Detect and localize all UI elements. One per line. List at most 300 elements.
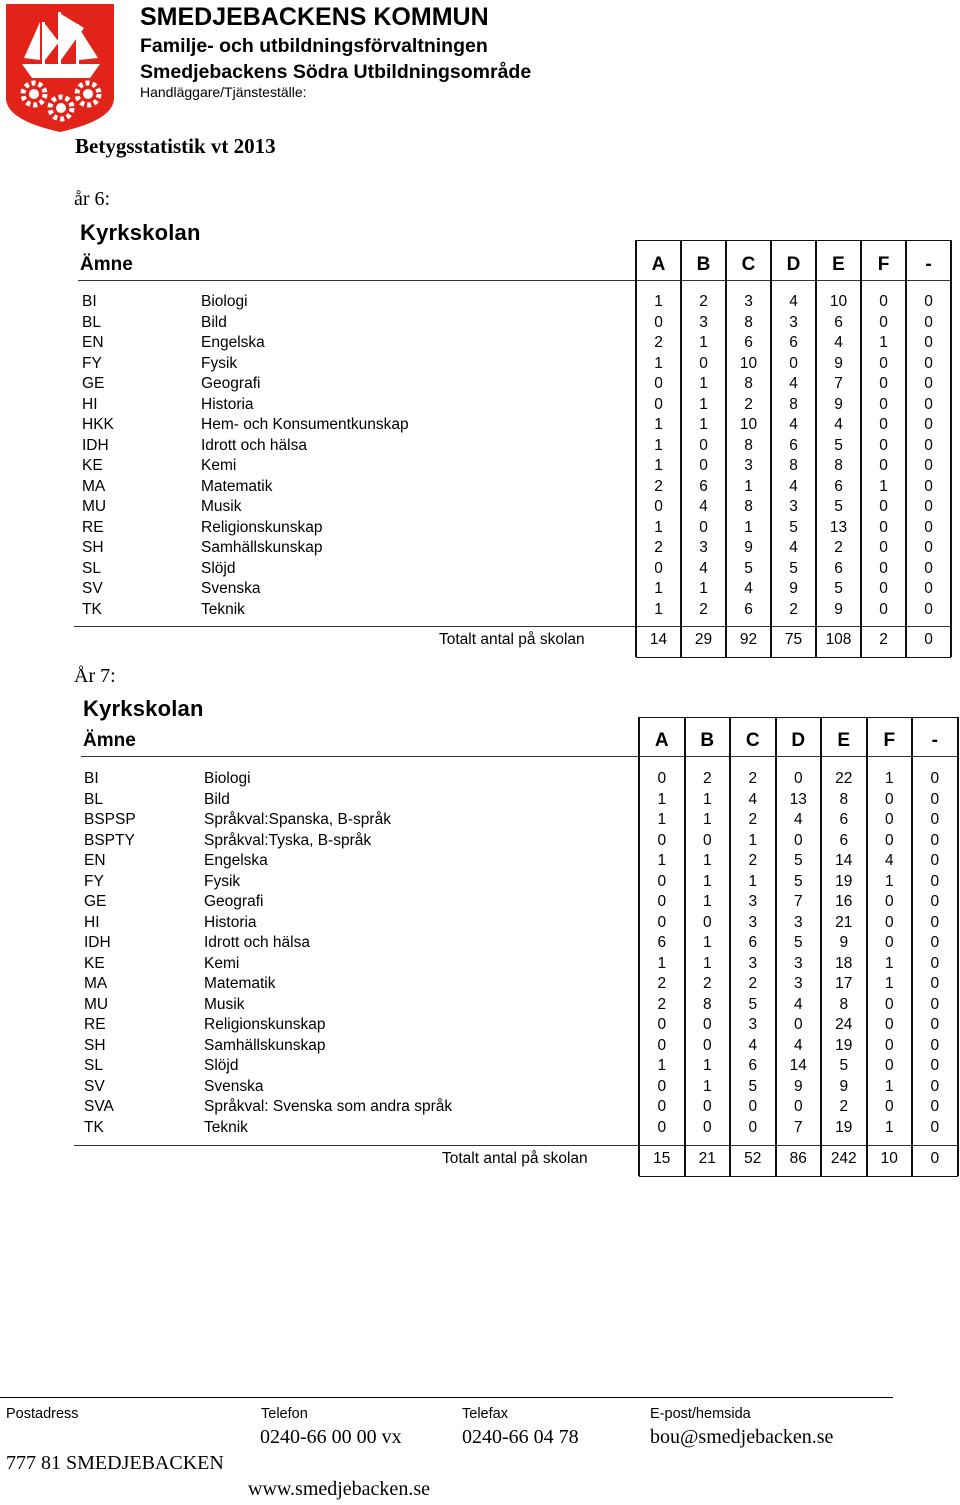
website-link[interactable]: www.smedjebacken.se xyxy=(248,1478,430,1500)
telefax-label: Telefax xyxy=(462,1406,508,1422)
grade-count-cell: 0 xyxy=(657,893,667,910)
grade-count-cell: 1 xyxy=(702,811,712,828)
grade-count-cell: 10 xyxy=(739,416,758,433)
subject-code: SH xyxy=(84,1036,106,1054)
subject-code: MA xyxy=(82,477,106,495)
subject-name: Idrott och hälsa xyxy=(204,934,310,951)
grade-count-cell: 0 xyxy=(884,831,894,849)
grade-count-cell: 0 xyxy=(879,457,888,474)
subject-name: Religionskunskap xyxy=(204,1016,326,1033)
grade-count-cell: 3 xyxy=(793,913,803,931)
grade-count-cell: 0 xyxy=(879,375,888,392)
grade-count-cell: 2 xyxy=(839,1098,849,1115)
subject-name: Svenska xyxy=(204,1077,264,1095)
subject-name: Kemi xyxy=(204,954,240,972)
subject-name: Språkval: Svenska som andra språk xyxy=(204,1098,453,1115)
grade-count-cell: 1 xyxy=(702,1077,712,1095)
subject-code: MA xyxy=(84,975,108,992)
subject-code: BI xyxy=(84,770,99,787)
grade-count-cell: 8 xyxy=(834,457,843,474)
grade-count-cell: 5 xyxy=(793,852,803,869)
grade-count-cell: 7 xyxy=(793,1118,803,1136)
total-count-cell: 108 xyxy=(825,631,852,648)
grade-count-cell: 0 xyxy=(930,934,940,951)
subject-name: Språkval:Tyska, B-språk xyxy=(204,831,372,849)
grade-count-cell: 16 xyxy=(835,893,853,910)
grade-count-cell: 6 xyxy=(789,334,798,351)
header-rule xyxy=(78,280,636,281)
grade-count-cell: 3 xyxy=(699,539,708,556)
subject-code: BL xyxy=(82,313,101,331)
subject-name: Matematik xyxy=(204,975,276,992)
grade-count-cell: 1 xyxy=(702,1057,712,1074)
grade-count-cell: 9 xyxy=(744,539,753,556)
grade-column-header: E xyxy=(837,730,851,751)
postadress-value: 777 81 SMEDJEBACKEN xyxy=(6,1452,224,1474)
grade-count-cell: 1 xyxy=(884,1118,894,1136)
grade-count-cell: 0 xyxy=(930,1016,940,1033)
subject-code: SV xyxy=(84,1077,105,1095)
grade-count-cell: 4 xyxy=(744,580,753,597)
grade-count-cell: 0 xyxy=(884,1098,894,1115)
grade-count-cell: 0 xyxy=(657,913,667,931)
grade-count-cell: 0 xyxy=(793,831,803,849)
subject-name: Idrott och hälsa xyxy=(201,436,307,454)
grade-count-cell: 0 xyxy=(924,313,933,331)
grade-count-cell: 0 xyxy=(657,1098,667,1115)
grade-count-cell: 8 xyxy=(744,313,753,331)
subject-name: Teknik xyxy=(204,1118,248,1136)
grade-count-cell: 2 xyxy=(699,293,708,310)
totals-rule xyxy=(74,1145,958,1146)
total-count-cell: 21 xyxy=(698,1150,716,1167)
grade-count-cell: 0 xyxy=(884,934,894,951)
grade-count-cell: 4 xyxy=(789,293,798,310)
subject-name: Historia xyxy=(204,913,257,931)
grade-count-cell: 0 xyxy=(702,1036,712,1054)
subject-name: Biologi xyxy=(201,293,248,310)
grade-count-cell: 0 xyxy=(884,1016,894,1033)
grade-table-header-rule xyxy=(639,756,958,757)
subject-name: Geografi xyxy=(204,893,264,910)
grade-table-bottom-rule xyxy=(639,1176,958,1177)
grade-count-cell: 8 xyxy=(789,395,798,413)
grade-count-cell: 9 xyxy=(834,395,843,413)
grade-count-cell: 0 xyxy=(657,831,667,849)
grade-count-cell: 3 xyxy=(748,1016,758,1033)
grade-count-cell: 0 xyxy=(924,354,933,372)
totals-rule xyxy=(74,626,951,627)
grade-count-cell: 0 xyxy=(879,416,888,433)
grade-count-cell: 0 xyxy=(879,559,888,577)
grade-count-cell: 6 xyxy=(699,477,708,495)
grade-count-cell: 0 xyxy=(924,436,933,454)
subject-code: KE xyxy=(84,954,105,972)
grade-count-cell: 1 xyxy=(879,477,888,495)
grade-count-cell: 0 xyxy=(699,354,708,372)
grade-count-cell: 0 xyxy=(879,518,888,536)
subject-code: BI xyxy=(82,293,97,310)
subject-code: BSPSP xyxy=(84,811,136,828)
subject-code: MU xyxy=(82,498,107,515)
grade-count-cell: 6 xyxy=(744,600,753,618)
grade-count-cell: 0 xyxy=(930,913,940,931)
grade-count-cell: 3 xyxy=(789,313,798,331)
grade-count-cell: 0 xyxy=(702,831,712,849)
grade-count-cell: 0 xyxy=(930,1036,940,1054)
grade-column-header: F xyxy=(877,254,890,275)
total-count-cell: 242 xyxy=(830,1150,857,1167)
grade-count-cell: 1 xyxy=(702,954,712,972)
grade-count-cell: 5 xyxy=(789,559,798,577)
grade-count-cell: 0 xyxy=(884,893,894,910)
grade-count-cell: 6 xyxy=(748,934,758,951)
grade-column-header: B xyxy=(700,730,715,751)
grade-count-cell: 2 xyxy=(654,477,663,495)
grade-count-cell: 1 xyxy=(654,600,663,618)
grade-count-cell: 2 xyxy=(654,334,663,351)
grade-count-cell: 0 xyxy=(884,811,894,828)
total-count-cell: 2 xyxy=(879,631,888,648)
grade-count-cell: 9 xyxy=(793,1077,803,1095)
subject-code: SL xyxy=(82,559,101,577)
subject-code: RE xyxy=(82,518,104,536)
grade-count-cell: 0 xyxy=(930,1098,940,1115)
grade-count-cell: 0 xyxy=(884,790,894,808)
total-count-cell: 14 xyxy=(649,631,668,648)
grade-count-cell: 6 xyxy=(789,436,798,454)
subject-code: BSPTY xyxy=(84,831,135,849)
grade-count-cell: 8 xyxy=(702,995,712,1013)
subject-name: Engelska xyxy=(201,334,265,351)
grade-count-cell: 0 xyxy=(793,1098,803,1115)
grade-count-cell: 0 xyxy=(924,518,933,536)
grade-column-header: A xyxy=(651,254,666,275)
subject-code: FY xyxy=(84,872,104,890)
grade-count-cell: 0 xyxy=(879,580,888,597)
email-label: E-post/hemsida xyxy=(650,1406,751,1422)
grade-count-cell: 0 xyxy=(924,334,933,351)
grade-count-cell: 0 xyxy=(657,1077,667,1095)
grade-count-cell: 4 xyxy=(789,375,798,392)
total-count-cell: 0 xyxy=(924,631,933,648)
grade-count-cell: 0 xyxy=(924,498,933,515)
grade-count-cell: 0 xyxy=(930,790,940,808)
grade-column-header: - xyxy=(931,730,938,751)
subject-code: SH xyxy=(82,539,104,556)
grade-count-cell: 18 xyxy=(835,954,853,972)
grade-count-cell: 1 xyxy=(884,872,894,890)
grade-count-cell: 5 xyxy=(748,1077,758,1095)
subject-column-header: Ämne xyxy=(83,730,136,751)
grade-count-cell: 0 xyxy=(884,995,894,1013)
grade-table-bottom-rule xyxy=(636,657,951,658)
grade-count-cell: 0 xyxy=(657,872,667,890)
grade-count-cell: 1 xyxy=(744,477,753,495)
total-label: Totalt antal på skolan xyxy=(439,631,585,648)
grade-count-cell: 1 xyxy=(657,811,667,828)
subject-name: Hem- och Konsumentkunskap xyxy=(201,416,409,433)
grade-count-cell: 6 xyxy=(839,831,849,849)
grade-count-cell: 17 xyxy=(835,975,853,992)
grade-count-cell: 4 xyxy=(789,477,798,495)
grade-count-cell: 3 xyxy=(744,457,753,474)
grade-count-cell: 22 xyxy=(835,770,853,787)
grade-count-cell: 4 xyxy=(699,498,708,515)
grade-count-cell: 1 xyxy=(654,293,663,310)
grade-count-cell: 1 xyxy=(654,436,663,454)
grade-count-cell: 0 xyxy=(924,539,933,556)
grade-count-cell: 0 xyxy=(879,395,888,413)
handler-label: Handläggare/Tjänsteställe: xyxy=(140,84,307,100)
grade-count-cell: 0 xyxy=(879,539,888,556)
grade-count-cell: 0 xyxy=(879,293,888,310)
grade-count-cell: 5 xyxy=(793,934,803,951)
grade-count-cell: 0 xyxy=(702,1098,712,1115)
subject-name: Musik xyxy=(204,995,245,1013)
total-count-cell: 15 xyxy=(653,1150,671,1167)
grade-count-cell: 0 xyxy=(793,1016,803,1033)
subject-code: HKK xyxy=(82,416,114,433)
grade-count-cell: 8 xyxy=(839,995,849,1013)
grade-count-cell: 0 xyxy=(930,995,940,1013)
grade-count-cell: 0 xyxy=(699,436,708,454)
grade-count-cell: 0 xyxy=(924,559,933,577)
grade-count-cell: 3 xyxy=(744,293,753,310)
subject-code: SV xyxy=(82,580,103,597)
grade-count-cell: 6 xyxy=(834,559,843,577)
grade-count-cell: 3 xyxy=(793,954,803,972)
subject-name: Musik xyxy=(201,498,242,515)
telefon-value: 0240-66 00 00 vx xyxy=(260,1426,402,1448)
grade-count-cell: 7 xyxy=(834,375,843,392)
grade-count-cell: 8 xyxy=(839,790,849,808)
grade-count-cell: 0 xyxy=(924,395,933,413)
email-value[interactable]: bou@smedjebacken.se xyxy=(650,1426,834,1448)
grade-count-cell: 0 xyxy=(702,1016,712,1033)
grade-count-cell: 4 xyxy=(834,334,843,351)
total-count-cell: 10 xyxy=(880,1150,898,1167)
grade-count-cell: 5 xyxy=(834,580,843,597)
grade-count-cell: 0 xyxy=(657,1036,667,1054)
grade-column-header: F xyxy=(883,730,896,751)
subject-code: HI xyxy=(82,395,98,413)
grade-count-cell: 1 xyxy=(702,852,712,869)
subject-code: IDH xyxy=(82,436,109,454)
grade-count-cell: 1 xyxy=(879,334,888,351)
footer-rule xyxy=(0,1397,893,1398)
grade-count-cell: 9 xyxy=(839,1077,849,1095)
grade-count-cell: 1 xyxy=(884,770,894,787)
school-name: Kyrkskolan xyxy=(80,220,201,245)
grade-count-cell: 1 xyxy=(654,354,663,372)
grade-count-cell: 13 xyxy=(829,518,848,536)
subject-name: Bild xyxy=(201,313,227,331)
grade-count-cell: 9 xyxy=(839,934,849,951)
postadress-label: Postadress xyxy=(6,1406,79,1422)
grade-count-cell: 3 xyxy=(748,893,758,910)
grade-count-cell: 0 xyxy=(930,975,940,992)
grade-count-cell: 2 xyxy=(657,975,667,992)
grade-count-cell: 4 xyxy=(789,416,798,433)
grade-count-cell: 2 xyxy=(702,770,712,787)
subject-name: Språkval:Spanska, B-språk xyxy=(204,811,391,828)
grade-count-cell: 0 xyxy=(930,872,940,890)
org-name: SMEDJEBACKENS KOMMUN xyxy=(140,3,489,31)
grade-count-cell: 21 xyxy=(835,913,853,931)
subject-code: KE xyxy=(82,457,103,474)
grade-count-cell: 6 xyxy=(834,477,843,495)
year-label: År 7: xyxy=(74,665,116,687)
subject-name: Biologi xyxy=(204,770,251,787)
grade-count-cell: 0 xyxy=(930,893,940,910)
grade-count-cell: 5 xyxy=(793,872,803,890)
grade-count-cell: 0 xyxy=(748,1118,758,1136)
school-name: Kyrkskolan xyxy=(83,696,204,721)
grade-column-header: B xyxy=(696,254,711,275)
subject-name: Slöjd xyxy=(204,1057,239,1074)
grade-count-cell: 8 xyxy=(744,436,753,454)
grade-count-cell: 5 xyxy=(834,498,843,515)
subject-code: SVA xyxy=(84,1098,114,1115)
municipality-logo xyxy=(4,2,118,134)
grade-count-cell: 8 xyxy=(744,375,753,392)
grade-count-cell: 0 xyxy=(702,1118,712,1136)
subject-name: Engelska xyxy=(204,852,268,869)
subject-name: Kemi xyxy=(201,457,237,474)
subject-name: Historia xyxy=(201,395,254,413)
subject-code: TK xyxy=(84,1118,104,1136)
grade-count-cell: 10 xyxy=(739,354,758,372)
subject-name: Religionskunskap xyxy=(201,518,323,536)
grade-count-cell: 2 xyxy=(748,852,758,869)
total-label: Totalt antal på skolan xyxy=(442,1150,588,1167)
grade-count-cell: 1 xyxy=(702,893,712,910)
grade-count-cell: 0 xyxy=(930,1077,940,1095)
grade-count-cell: 1 xyxy=(657,852,667,869)
header-rule xyxy=(81,756,639,757)
grade-count-cell: 19 xyxy=(835,1036,853,1054)
grade-count-cell: 2 xyxy=(748,811,758,828)
grade-count-cell: 0 xyxy=(924,580,933,597)
grade-count-cell: 0 xyxy=(657,770,667,787)
grade-count-cell: 4 xyxy=(748,790,758,808)
total-count-cell: 0 xyxy=(930,1150,940,1167)
grade-count-cell: 3 xyxy=(748,954,758,972)
grade-count-cell: 9 xyxy=(834,354,843,372)
grade-count-cell: 0 xyxy=(748,1098,758,1115)
grade-count-cell: 0 xyxy=(884,1057,894,1074)
grade-count-cell: 2 xyxy=(657,995,667,1013)
subject-code: GE xyxy=(82,375,105,392)
grade-count-cell: 5 xyxy=(834,436,843,454)
grade-count-cell: 0 xyxy=(789,354,798,372)
subject-name: Fysik xyxy=(201,354,238,372)
grade-column-header: A xyxy=(654,730,669,751)
grade-count-cell: 0 xyxy=(699,457,708,474)
grade-column-header: D xyxy=(786,254,801,275)
grade-count-cell: 1 xyxy=(699,395,708,413)
grade-count-cell: 0 xyxy=(924,416,933,433)
grade-count-cell: 2 xyxy=(654,539,663,556)
grade-count-cell: 4 xyxy=(793,1036,803,1054)
grade-table-top-rule xyxy=(639,717,958,718)
grade-count-cell: 6 xyxy=(748,1057,758,1074)
grade-count-cell: 9 xyxy=(789,580,798,597)
grade-count-cell: 8 xyxy=(789,457,798,474)
grade-count-cell: 2 xyxy=(699,600,708,618)
grade-count-cell: 1 xyxy=(699,580,708,597)
telefax-value: 0240-66 04 78 xyxy=(462,1426,579,1448)
subject-name: Samhällskunskap xyxy=(201,539,323,556)
grade-count-cell: 1 xyxy=(654,580,663,597)
grade-count-cell: 7 xyxy=(793,893,803,910)
subject-code: HI xyxy=(84,913,100,931)
grade-count-cell: 4 xyxy=(884,852,894,869)
document-title: Betygsstatistik vt 2013 xyxy=(75,134,276,158)
grade-count-cell: 1 xyxy=(744,518,753,536)
grade-count-cell: 3 xyxy=(699,313,708,331)
grade-count-cell: 0 xyxy=(930,954,940,972)
subject-name: Teknik xyxy=(201,600,245,618)
total-count-cell: 29 xyxy=(694,631,713,648)
grade-count-cell: 0 xyxy=(654,559,663,577)
subject-code: BL xyxy=(84,790,103,808)
grade-count-cell: 5 xyxy=(748,995,758,1013)
grade-count-cell: 0 xyxy=(930,852,940,869)
grade-count-cell: 0 xyxy=(879,600,888,618)
grade-count-cell: 0 xyxy=(879,436,888,454)
grade-count-cell: 1 xyxy=(702,790,712,808)
subject-name: Geografi xyxy=(201,375,261,392)
grade-count-cell: 0 xyxy=(879,313,888,331)
subject-name: Svenska xyxy=(201,580,261,597)
grade-count-cell: 6 xyxy=(839,811,849,828)
grade-count-cell: 6 xyxy=(657,934,667,951)
grade-count-cell: 1 xyxy=(884,1077,894,1095)
grade-count-cell: 0 xyxy=(924,600,933,618)
grade-count-cell: 1 xyxy=(699,334,708,351)
grade-count-cell: 0 xyxy=(924,375,933,392)
grade-count-cell: 1 xyxy=(657,790,667,808)
grade-count-cell: 1 xyxy=(657,954,667,972)
grade-count-cell: 0 xyxy=(930,811,940,828)
grade-count-cell: 2 xyxy=(748,770,758,787)
grade-count-cell: 0 xyxy=(930,770,940,787)
total-count-cell: 52 xyxy=(744,1150,762,1167)
grade-count-cell: 6 xyxy=(834,313,843,331)
subject-name: Bild xyxy=(204,790,230,808)
grade-count-cell: 1 xyxy=(884,975,894,992)
grade-count-cell: 1 xyxy=(884,954,894,972)
grade-table-top-rule xyxy=(636,240,951,241)
grade-count-cell: 2 xyxy=(834,539,843,556)
subject-code: FY xyxy=(82,354,102,372)
grade-count-cell: 6 xyxy=(744,334,753,351)
grade-count-cell: 0 xyxy=(702,913,712,931)
subject-code: EN xyxy=(82,334,104,351)
total-count-cell: 86 xyxy=(789,1150,807,1167)
grade-count-cell: 2 xyxy=(744,395,753,413)
grade-count-cell: 8 xyxy=(744,498,753,515)
grade-count-cell: 1 xyxy=(657,1057,667,1074)
grade-count-cell: 0 xyxy=(879,354,888,372)
area-name: Smedjebackens Södra Utbildningsområde xyxy=(140,61,532,83)
grade-count-cell: 5 xyxy=(839,1057,849,1074)
grade-count-cell: 0 xyxy=(699,518,708,536)
subject-name: Fysik xyxy=(204,872,241,890)
grade-count-cell: 10 xyxy=(829,293,848,310)
